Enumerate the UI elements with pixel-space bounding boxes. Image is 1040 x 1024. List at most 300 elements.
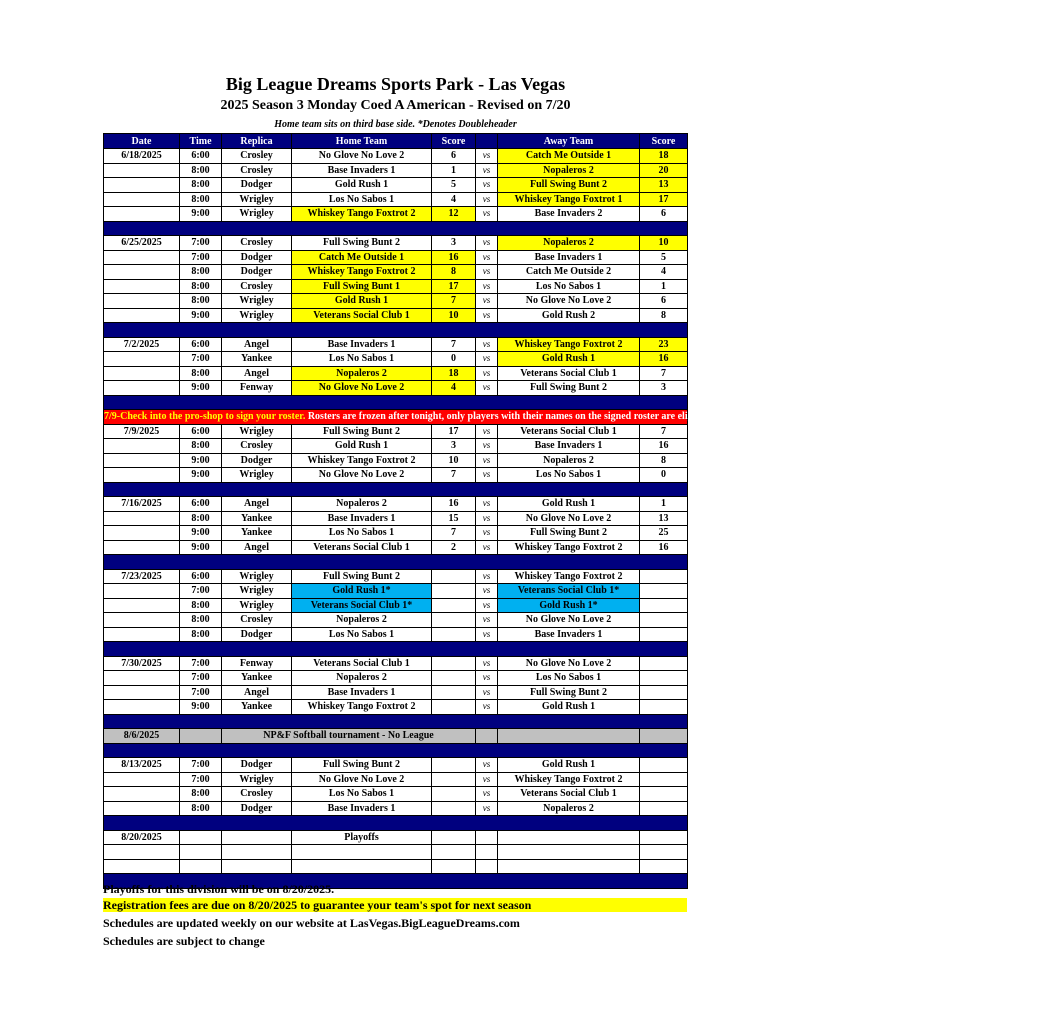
game-time: 7:00: [180, 584, 222, 599]
home-score: 6: [432, 149, 476, 164]
away-team: No Glove No Love 2: [498, 294, 640, 309]
vs-label: vs: [476, 424, 498, 439]
away-score: 16: [640, 439, 688, 454]
game-time: 6:00: [180, 337, 222, 352]
away-team: Los No Sabos 1: [498, 671, 640, 686]
home-score: 8: [432, 265, 476, 280]
game-row: [104, 584, 688, 599]
vs-label: vs: [476, 439, 498, 454]
home-score: [432, 700, 476, 715]
game-row: [104, 265, 688, 280]
separator-row: [104, 482, 688, 497]
empty-row: [104, 859, 688, 874]
empty-cell: [222, 859, 292, 874]
away-team: Base Invaders 1: [498, 439, 640, 454]
roster-notice: [104, 410, 1040, 425]
vs-label: vs: [476, 453, 498, 468]
vs-label: vs: [476, 337, 498, 352]
home-score: 3: [432, 439, 476, 454]
home-team: Nopaleros 2: [292, 613, 432, 628]
vs-label: vs: [476, 772, 498, 787]
field-replica: Wrigley: [222, 772, 292, 787]
empty-row: [104, 845, 688, 860]
column-header: Time: [180, 134, 222, 149]
away-score: [640, 569, 688, 584]
vs-label: vs: [476, 308, 498, 323]
empty-cell: [640, 845, 688, 860]
game-row: [104, 613, 688, 628]
game-time: 8:00: [180, 627, 222, 642]
empty-cell: [104, 613, 180, 628]
empty-cell: [292, 845, 432, 860]
home-score: 0: [432, 352, 476, 367]
field-replica: Dodger: [222, 453, 292, 468]
game-row: [104, 149, 688, 164]
home-team: Gold Rush 1*: [292, 584, 432, 599]
away-score: 7: [640, 424, 688, 439]
home-team: Base Invaders 1: [292, 337, 432, 352]
empty-cell: [104, 178, 180, 193]
home-team: Veterans Social Club 1: [292, 308, 432, 323]
empty-cell: [104, 250, 180, 265]
away-score: 16: [640, 352, 688, 367]
game-row: [104, 758, 688, 773]
game-row: [104, 163, 688, 178]
website-note: Schedules are updated weekly on our website at LasVegas.BigLeagueDreams.com: [103, 916, 520, 930]
game-row: [104, 540, 688, 555]
away-score: [640, 801, 688, 816]
home-score: 10: [432, 453, 476, 468]
vs-label: vs: [476, 207, 498, 222]
empty-cell: [104, 845, 180, 860]
field-replica: Wrigley: [222, 308, 292, 323]
empty-cell: [432, 830, 476, 845]
empty-cell: [640, 859, 688, 874]
vs-label: vs: [476, 511, 498, 526]
away-score: 20: [640, 163, 688, 178]
home-score: [432, 613, 476, 628]
field-replica: Crosley: [222, 439, 292, 454]
game-time: 7:00: [180, 656, 222, 671]
game-row: [104, 366, 688, 381]
home-team: Full Swing Bunt 2: [292, 424, 432, 439]
game-date: 8/6/2025: [104, 729, 180, 744]
game-time: 8:00: [180, 598, 222, 613]
home-score: [432, 671, 476, 686]
game-row: [104, 656, 688, 671]
change-note: Schedules are subject to change: [103, 934, 265, 948]
vs-label: vs: [476, 569, 498, 584]
vs-label: vs: [476, 250, 498, 265]
column-header: [476, 134, 498, 149]
away-score: 4: [640, 265, 688, 280]
vs-label: vs: [476, 178, 498, 193]
home-score: 17: [432, 424, 476, 439]
column-header: Home Team: [292, 134, 432, 149]
game-date: 8/20/2025: [104, 830, 180, 845]
away-team: No Glove No Love 2: [498, 613, 640, 628]
empty-cell: [180, 729, 222, 744]
separator-row: [104, 323, 688, 338]
game-row: [104, 801, 688, 816]
away-team: Full Swing Bunt 2: [498, 685, 640, 700]
away-team: Gold Rush 1: [498, 758, 640, 773]
column-header: Replica: [222, 134, 292, 149]
playoffs-label: Playoffs: [292, 830, 432, 845]
vs-label: vs: [476, 671, 498, 686]
home-score: 4: [432, 192, 476, 207]
empty-cell: [476, 859, 498, 874]
home-team: No Glove No Love 2: [292, 468, 432, 483]
empty-cell: [104, 859, 180, 874]
home-score: 7: [432, 337, 476, 352]
home-team: Whiskey Tango Foxtrot 2: [292, 265, 432, 280]
playoffs-row: [104, 830, 688, 845]
game-row: [104, 381, 688, 396]
empty-cell: [104, 265, 180, 280]
home-score: 17: [432, 279, 476, 294]
game-time: 8:00: [180, 511, 222, 526]
home-score: [432, 598, 476, 613]
game-time: 7:00: [180, 772, 222, 787]
away-score: 6: [640, 294, 688, 309]
empty-cell: [104, 526, 180, 541]
separator-bar: [104, 323, 688, 338]
game-time: 8:00: [180, 613, 222, 628]
away-score: 3: [640, 381, 688, 396]
separator-bar: [104, 482, 688, 497]
field-replica: Yankee: [222, 511, 292, 526]
separator-bar: [104, 221, 688, 236]
game-time: 8:00: [180, 439, 222, 454]
home-score: [432, 584, 476, 599]
home-team-note: Home team sits on third base side. *Denotes Doubleheader: [274, 119, 517, 130]
game-time: 8:00: [180, 787, 222, 802]
empty-cell: [104, 671, 180, 686]
empty-cell: [222, 830, 292, 845]
page-subtitle: 2025 Season 3 Monday Coed A American - Revised on 7/20: [220, 98, 571, 113]
empty-cell: [104, 366, 180, 381]
column-header: Score: [432, 134, 476, 149]
home-score: 5: [432, 178, 476, 193]
game-time: 7:00: [180, 671, 222, 686]
game-time: 8:00: [180, 279, 222, 294]
playoffs-note: Playoffs for this division will be on 8/20/2025.: [103, 882, 335, 896]
vs-label: vs: [476, 149, 498, 164]
away-team: Gold Rush 1*: [498, 598, 640, 613]
home-score: 7: [432, 294, 476, 309]
away-team: No Glove No Love 2: [498, 511, 640, 526]
home-team: No Glove No Love 2: [292, 381, 432, 396]
field-replica: Wrigley: [222, 192, 292, 207]
away-score: 1: [640, 497, 688, 512]
game-date: 7/9/2025: [104, 424, 180, 439]
column-header: Date: [104, 134, 180, 149]
empty-cell: [432, 859, 476, 874]
game-time: 6:00: [180, 149, 222, 164]
separator-row: [104, 642, 688, 657]
away-team: Base Invaders 2: [498, 207, 640, 222]
game-row: [104, 772, 688, 787]
game-row: [104, 192, 688, 207]
empty-cell: [104, 294, 180, 309]
game-row: [104, 700, 688, 715]
home-team: Los No Sabos 1: [292, 787, 432, 802]
away-score: 25: [640, 526, 688, 541]
field-replica: Crosley: [222, 787, 292, 802]
vs-label: vs: [476, 163, 498, 178]
game-time: 9:00: [180, 453, 222, 468]
game-date: 8/13/2025: [104, 758, 180, 773]
separator-bar: [104, 816, 688, 831]
empty-cell: [104, 540, 180, 555]
away-team: Gold Rush 1: [498, 497, 640, 512]
game-row: [104, 308, 688, 323]
game-time: 9:00: [180, 526, 222, 541]
away-team: Whiskey Tango Foxtrot 2: [498, 540, 640, 555]
roster-notice-lead: 7/9-Check into the pro-shop to sign your roster.: [104, 411, 306, 423]
home-team: Gold Rush 1: [292, 439, 432, 454]
away-team: Veterans Social Club 1*: [498, 584, 640, 599]
field-replica: Yankee: [222, 352, 292, 367]
field-replica: Angel: [222, 366, 292, 381]
field-replica: Wrigley: [222, 468, 292, 483]
empty-cell: [180, 845, 222, 860]
away-score: 17: [640, 192, 688, 207]
vs-label: vs: [476, 294, 498, 309]
empty-cell: [104, 598, 180, 613]
home-team: Whiskey Tango Foxtrot 2: [292, 207, 432, 222]
separator-row: [104, 221, 688, 236]
field-replica: Dodger: [222, 627, 292, 642]
empty-cell: [476, 830, 498, 845]
empty-cell: [432, 845, 476, 860]
away-score: [640, 758, 688, 773]
away-team: Catch Me Outside 1: [498, 149, 640, 164]
schedule-table: [103, 133, 1040, 889]
field-replica: Angel: [222, 540, 292, 555]
game-time: 6:00: [180, 497, 222, 512]
away-team: Full Swing Bunt 2: [498, 526, 640, 541]
home-score: 15: [432, 511, 476, 526]
roster-notice-row: [104, 410, 688, 425]
vs-label: vs: [476, 627, 498, 642]
away-score: 16: [640, 540, 688, 555]
away-score: 23: [640, 337, 688, 352]
game-time: 6:00: [180, 424, 222, 439]
game-row: [104, 250, 688, 265]
away-score: 13: [640, 511, 688, 526]
empty-cell: [104, 468, 180, 483]
home-score: 16: [432, 497, 476, 512]
home-score: [432, 656, 476, 671]
field-replica: Yankee: [222, 700, 292, 715]
field-replica: Crosley: [222, 163, 292, 178]
away-team: Whiskey Tango Foxtrot 1: [498, 192, 640, 207]
separator-bar: [104, 642, 688, 657]
away-team: Whiskey Tango Foxtrot 2: [498, 772, 640, 787]
game-row: [104, 671, 688, 686]
away-team: Veterans Social Club 1: [498, 787, 640, 802]
no-league-event: NP&F Softball tournament - No League: [222, 729, 476, 744]
empty-cell: [222, 845, 292, 860]
field-replica: Wrigley: [222, 569, 292, 584]
home-score: [432, 801, 476, 816]
game-time: 8:00: [180, 178, 222, 193]
away-score: [640, 613, 688, 628]
away-score: [640, 787, 688, 802]
field-replica: Dodger: [222, 265, 292, 280]
away-score: 0: [640, 468, 688, 483]
away-score: [640, 598, 688, 613]
away-team: Nopaleros 2: [498, 163, 640, 178]
game-row: [104, 294, 688, 309]
away-team: Nopaleros 2: [498, 236, 640, 251]
game-date: 7/2/2025: [104, 337, 180, 352]
home-team: Veterans Social Club 1: [292, 540, 432, 555]
away-team: Base Invaders 1: [498, 250, 640, 265]
separator-bar: [104, 714, 688, 729]
home-team: Base Invaders 1: [292, 685, 432, 700]
field-replica: Wrigley: [222, 598, 292, 613]
home-team: Gold Rush 1: [292, 178, 432, 193]
game-row: [104, 627, 688, 642]
away-team: Base Invaders 1: [498, 627, 640, 642]
game-row: [104, 569, 688, 584]
vs-label: vs: [476, 366, 498, 381]
vs-label: vs: [476, 685, 498, 700]
away-score: 1: [640, 279, 688, 294]
game-row: [104, 352, 688, 367]
game-time: 6:00: [180, 569, 222, 584]
field-replica: Wrigley: [222, 424, 292, 439]
empty-cell: [476, 845, 498, 860]
home-team: Full Swing Bunt 1: [292, 279, 432, 294]
away-score: 6: [640, 207, 688, 222]
empty-cell: [104, 192, 180, 207]
home-score: [432, 685, 476, 700]
away-team: Los No Sabos 1: [498, 279, 640, 294]
home-score: 4: [432, 381, 476, 396]
field-replica: Dodger: [222, 801, 292, 816]
game-date: 7/23/2025: [104, 569, 180, 584]
home-team: Whiskey Tango Foxtrot 2: [292, 700, 432, 715]
separator-row: [104, 555, 688, 570]
vs-label: vs: [476, 758, 498, 773]
away-score: 13: [640, 178, 688, 193]
away-team: Full Swing Bunt 2: [498, 381, 640, 396]
empty-cell: [104, 381, 180, 396]
home-team: Full Swing Bunt 2: [292, 758, 432, 773]
away-team: Gold Rush 1: [498, 352, 640, 367]
away-score: [640, 627, 688, 642]
vs-label: vs: [476, 236, 498, 251]
event-row: [104, 729, 688, 744]
vs-label: vs: [476, 526, 498, 541]
game-time: 7:00: [180, 236, 222, 251]
home-score: [432, 627, 476, 642]
field-replica: Crosley: [222, 613, 292, 628]
field-replica: Dodger: [222, 178, 292, 193]
away-team: Veterans Social Club 1: [498, 366, 640, 381]
field-replica: Wrigley: [222, 584, 292, 599]
empty-cell: [104, 439, 180, 454]
home-score: 2: [432, 540, 476, 555]
away-team: Nopaleros 2: [498, 453, 640, 468]
game-row: [104, 468, 688, 483]
game-row: [104, 178, 688, 193]
home-team: Veterans Social Club 1: [292, 656, 432, 671]
game-row: [104, 279, 688, 294]
away-score: 10: [640, 236, 688, 251]
empty-cell: [104, 352, 180, 367]
empty-cell: [104, 584, 180, 599]
empty-cell: [104, 453, 180, 468]
empty-cell: [104, 627, 180, 642]
game-date: 6/18/2025: [104, 149, 180, 164]
game-time: 8:00: [180, 366, 222, 381]
home-team: Full Swing Bunt 2: [292, 569, 432, 584]
separator-bar: [104, 395, 688, 410]
vs-label: vs: [476, 584, 498, 599]
home-team: Los No Sabos 1: [292, 526, 432, 541]
field-replica: Angel: [222, 685, 292, 700]
field-replica: Yankee: [222, 526, 292, 541]
home-team: Catch Me Outside 1: [292, 250, 432, 265]
home-score: [432, 569, 476, 584]
separator-row: [104, 743, 688, 758]
column-header: Away Team: [498, 134, 640, 149]
field-replica: Angel: [222, 497, 292, 512]
empty-cell: [476, 729, 498, 744]
vs-label: vs: [476, 787, 498, 802]
schedule-body: [104, 149, 1040, 889]
vs-label: vs: [476, 279, 498, 294]
home-team: Base Invaders 1: [292, 163, 432, 178]
away-team: Veterans Social Club 1: [498, 424, 640, 439]
home-score: 7: [432, 526, 476, 541]
field-replica: Crosley: [222, 279, 292, 294]
separator-row: [104, 714, 688, 729]
game-row: [104, 439, 688, 454]
away-score: 8: [640, 453, 688, 468]
vs-label: vs: [476, 265, 498, 280]
game-time: 9:00: [180, 700, 222, 715]
game-time: 9:00: [180, 540, 222, 555]
separator-row: [104, 816, 688, 831]
home-team: No Glove No Love 2: [292, 149, 432, 164]
empty-cell: [104, 801, 180, 816]
game-date: 7/30/2025: [104, 656, 180, 671]
game-time: 7:00: [180, 685, 222, 700]
game-time: 7:00: [180, 758, 222, 773]
game-date: 6/25/2025: [104, 236, 180, 251]
away-score: [640, 584, 688, 599]
empty-cell: [180, 830, 222, 845]
away-score: [640, 656, 688, 671]
home-team: Gold Rush 1: [292, 294, 432, 309]
game-time: 8:00: [180, 801, 222, 816]
empty-cell: [104, 685, 180, 700]
field-replica: Crosley: [222, 236, 292, 251]
home-score: 16: [432, 250, 476, 265]
game-row: [104, 526, 688, 541]
game-time: 8:00: [180, 163, 222, 178]
home-score: 3: [432, 236, 476, 251]
field-replica: Fenway: [222, 381, 292, 396]
vs-label: vs: [476, 700, 498, 715]
away-score: 7: [640, 366, 688, 381]
